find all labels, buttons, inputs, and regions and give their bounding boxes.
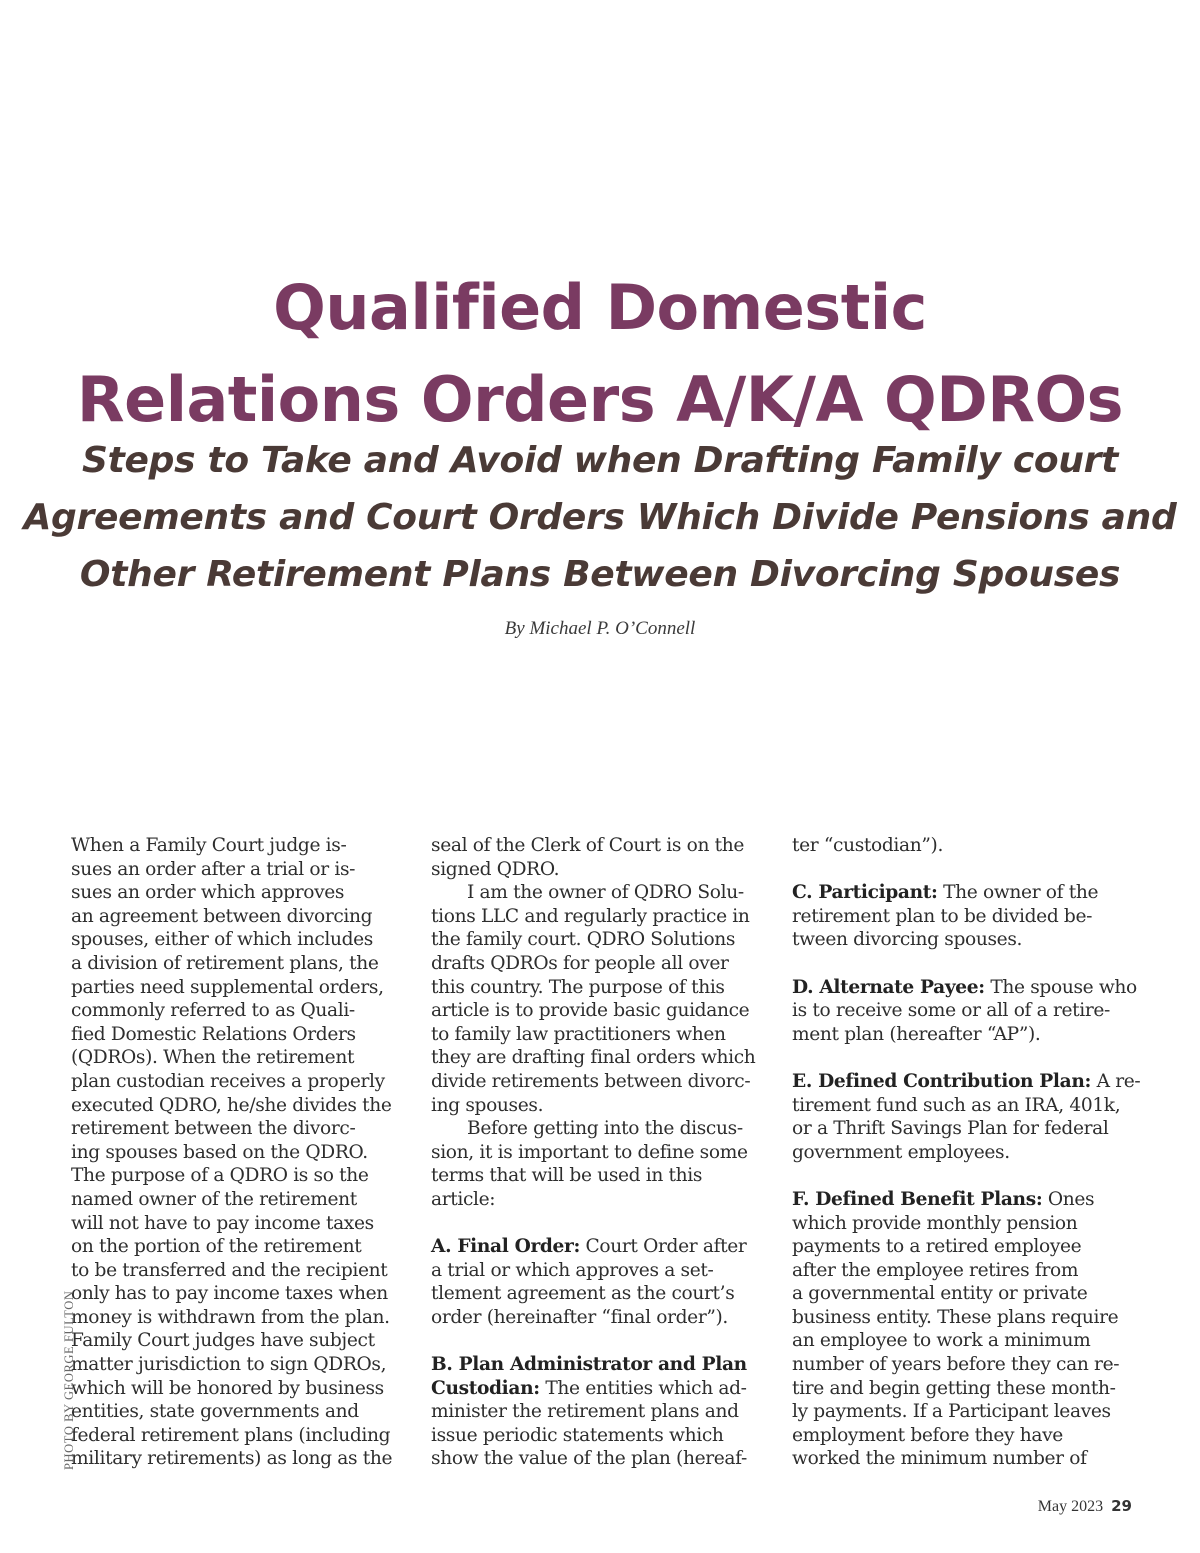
line-text: sues an order after a trial or is- (71, 858, 356, 880)
text-line (431, 1400, 771, 1424)
line-text: sion, it is important to define some (431, 1141, 748, 1163)
photo-credit: PHOTO BY GEORGE FULTON (62, 1290, 76, 1470)
text-line (71, 1094, 411, 1118)
line-text: matter jurisdiction to sign QDROs, (71, 1354, 387, 1376)
line-text: tween divorcing spouses. (792, 929, 1023, 951)
text-line (71, 1377, 411, 1401)
line-text: government employees. (792, 1141, 1010, 1163)
text-line (431, 1188, 771, 1212)
line-text: ment plan (hereafter “AP”). (792, 1023, 1041, 1045)
text-line (71, 1141, 411, 1165)
line-text: ing spouses. (431, 1094, 544, 1116)
text-line (431, 1046, 771, 1070)
text-line (792, 999, 1132, 1023)
page-footer (1038, 1497, 1132, 1516)
term-heading: D. Alternate Payee: (792, 976, 985, 998)
line-text: I am the owner of QDRO Solu- (467, 882, 744, 904)
line-text: is to receive some or all of a retire- (792, 1000, 1110, 1022)
text-line (792, 1212, 1132, 1236)
line-text: Family Court judges have subject (71, 1330, 375, 1352)
line-text: which provide monthly pension (792, 1212, 1078, 1234)
text-line (792, 976, 1137, 1000)
line-text: sues an order which approves (71, 882, 345, 904)
text-line (792, 928, 1132, 952)
text-line (431, 1164, 771, 1188)
term-heading: B. Plan Administrator and Plan (431, 1354, 747, 1376)
text-line (71, 928, 411, 952)
paragraph-gap (792, 1046, 1132, 1070)
line-text: worked the minimum number of (792, 1448, 1087, 1470)
text-line (71, 881, 411, 905)
line-text: fied Domestic Relations Orders (71, 1023, 356, 1045)
text-line (431, 1282, 771, 1306)
term-heading: Custodian: (431, 1377, 540, 1399)
line-text: ly payments. If a Participant leaves (792, 1401, 1111, 1423)
text-line (71, 1212, 411, 1236)
text-line (431, 1353, 771, 1377)
text-line (71, 1070, 411, 1094)
line-text: after the employee retires from (792, 1259, 1079, 1281)
paragraph-gap (792, 1164, 1132, 1188)
line-text: money is withdrawn from the plan. (71, 1306, 390, 1328)
line-text: ing spouses based on the QDRO. (71, 1141, 368, 1163)
line-text: which will be honored by business (71, 1377, 384, 1399)
text-line (792, 1400, 1132, 1424)
text-line (431, 1070, 771, 1094)
text-line (792, 905, 1132, 929)
page-number: 29 (1111, 1497, 1132, 1515)
line-text: show the value of the plan (hereaf- (431, 1448, 747, 1470)
text-line (792, 1353, 1132, 1377)
line-text: divide retirements between divorc- (431, 1070, 751, 1092)
text-line (431, 1377, 771, 1401)
author-byline: By Michael P. O’Connell (504, 618, 696, 639)
text-line (792, 1377, 1132, 1401)
text-line (431, 905, 771, 929)
text-line (431, 1023, 771, 1047)
line-text: tirement fund such as an IRA, 401k, (792, 1094, 1121, 1116)
line-text: an employee to work a minimum (792, 1330, 1091, 1352)
line-text: an agreement between divorcing (71, 905, 373, 927)
text-line (431, 1141, 771, 1165)
line-text: article: (431, 1188, 496, 1210)
line-text: article is to provide basic guidance (431, 1000, 750, 1022)
text-line (792, 1094, 1132, 1118)
line-text: spouses, either of which includes (71, 929, 374, 951)
line-text: plan custodian receives a properly (71, 1070, 385, 1092)
title-line: Relations Orders A/K/A QDROs (76, 363, 1124, 436)
line-text: the family court. QDRO Solutions (431, 929, 736, 951)
body-column-2 (431, 834, 771, 1471)
line-text: military retirements) as long as the (71, 1448, 393, 1470)
text-line (792, 1070, 1141, 1094)
line-text: to be transferred and the recipient (71, 1259, 388, 1281)
line-text: commonly referred to as Quali- (71, 1000, 355, 1022)
text-line (792, 881, 1132, 905)
line-text: parties need supplemental orders, (71, 976, 384, 998)
text-line (431, 834, 771, 858)
line-text: federal retirement plans (including (71, 1424, 391, 1446)
term-heading: C. Participant: (792, 882, 938, 904)
line-text: When a Family Court judge is- (71, 835, 347, 856)
text-line (792, 1306, 1132, 1330)
line-text: to family law practitioners when (431, 1023, 726, 1045)
text-line (431, 999, 771, 1023)
line-text: number of years before they can re- (792, 1354, 1120, 1376)
text-line (792, 1141, 1132, 1165)
text-line (431, 952, 771, 976)
line-text: Ones (1042, 1188, 1095, 1210)
text-line (431, 928, 771, 952)
title-line: Qualified Domestic (273, 271, 927, 344)
line-text: payments to a retired employee (792, 1236, 1082, 1258)
line-text: order (hereinafter “final order”). (431, 1306, 728, 1328)
line-text: seal of the Clerk of Court is on the (431, 835, 745, 856)
text-line (71, 1259, 411, 1283)
body-column-1 (71, 834, 411, 1471)
term-heading: A. Final Order: (431, 1236, 580, 1258)
text-line (71, 976, 411, 1000)
text-line (792, 1023, 1132, 1047)
line-text: a governmental entity or private (792, 1283, 1088, 1305)
text-line (431, 1235, 771, 1259)
line-text: tlement agreement as the court’s (431, 1283, 735, 1305)
line-text: minister the retirement plans and (431, 1401, 739, 1423)
text-line (71, 1400, 411, 1424)
line-text: terms that will be used in this (431, 1165, 703, 1187)
line-text: drafts QDROs for people all over (431, 952, 729, 974)
line-text: this country. The purpose of this (431, 976, 725, 998)
paragraph-gap (792, 952, 1132, 976)
paragraph-gap (431, 1212, 771, 1236)
line-text: (QDROs). When the retirement (71, 1047, 355, 1069)
line-text: they are drafting final orders which (431, 1047, 756, 1069)
text-line (71, 999, 411, 1023)
term-heading: F. Defined Benefit Plans: (792, 1188, 1043, 1210)
text-line (431, 1259, 771, 1283)
paragraph-gap (792, 858, 1132, 882)
text-line (71, 834, 411, 858)
line-text: named owner of the retirement (71, 1188, 357, 1210)
text-line (431, 1306, 771, 1330)
article-title (0, 262, 1200, 446)
text-line (71, 952, 411, 976)
term-heading: E. Defined Contribution Plan: (792, 1070, 1092, 1092)
line-text: business entity. These plans require (792, 1306, 1119, 1328)
text-line (71, 905, 411, 929)
text-line (71, 1353, 411, 1377)
article-subtitle (0, 432, 1200, 603)
line-text: executed QDRO, he/she divides the (71, 1094, 392, 1116)
line-text: The purpose of a QDRO is so the (71, 1165, 369, 1187)
line-text: tire and begin getting these month- (792, 1377, 1116, 1399)
text-line (792, 834, 1132, 858)
line-text: a trial or which approves a set- (431, 1259, 714, 1281)
line-text: signed QDRO. (431, 858, 560, 880)
subtitle-line: Agreements and Court Orders Which Divide Pensions and (23, 497, 1177, 538)
body-column-3 (792, 834, 1141, 1471)
line-text: A re- (1091, 1070, 1141, 1092)
text-line (71, 1023, 411, 1047)
text-line (71, 1329, 411, 1353)
text-line (431, 1094, 771, 1118)
line-text: a division of retirement plans, the (71, 952, 379, 974)
line-text: retirement plan to be divided be- (792, 905, 1093, 927)
line-text: Before getting into the discus- (467, 1118, 743, 1140)
text-line (71, 1306, 411, 1330)
text-line (71, 1235, 411, 1259)
line-text: The owner of the (937, 882, 1099, 904)
text-line (792, 1188, 1132, 1212)
text-line (71, 1188, 411, 1212)
line-text: Court Order after (579, 1236, 747, 1258)
text-line (792, 1235, 1132, 1259)
text-line (431, 881, 771, 905)
text-line (792, 1329, 1132, 1353)
text-line (71, 1046, 411, 1070)
line-text: entities, state governments and (71, 1401, 359, 1423)
line-text: tions LLC and regularly practice in (431, 905, 750, 927)
subtitle-line: Other Retirement Plans Between Divorcing Spouses (79, 554, 1121, 595)
line-text: issue periodic statements which (431, 1424, 724, 1446)
text-line (431, 1117, 771, 1141)
text-line (71, 1117, 411, 1141)
line-text: retirement between the divorc- (71, 1118, 356, 1140)
line-text: will not have to pay income taxes (71, 1212, 374, 1234)
text-line (431, 858, 771, 882)
line-text: employment before they have (792, 1424, 1063, 1446)
line-text: or a Thrift Savings Plan for federal (792, 1118, 1109, 1140)
text-line (431, 976, 771, 1000)
paragraph-gap (431, 1329, 771, 1353)
text-line (71, 1164, 411, 1188)
text-line (792, 1259, 1132, 1283)
line-text: only has to pay income taxes when (71, 1283, 388, 1305)
line-text: The entities which ad- (539, 1377, 747, 1399)
line-text: ter “custodian”). (792, 835, 944, 856)
text-line (792, 1447, 1132, 1471)
text-line (431, 1447, 771, 1471)
text-line (792, 1424, 1132, 1448)
text-line (71, 858, 411, 882)
issue-date: May 2023 (1037, 1498, 1104, 1515)
text-line (71, 1447, 411, 1471)
text-line (431, 1424, 771, 1448)
text-line (71, 1424, 411, 1448)
text-line (71, 1282, 411, 1306)
text-line (792, 1282, 1132, 1306)
line-text: on the portion of the retirement (71, 1236, 362, 1258)
line-text: The spouse who (984, 976, 1137, 998)
subtitle-line: Steps to Take and Avoid when Drafting Family court (81, 440, 1119, 481)
text-line (792, 1117, 1132, 1141)
